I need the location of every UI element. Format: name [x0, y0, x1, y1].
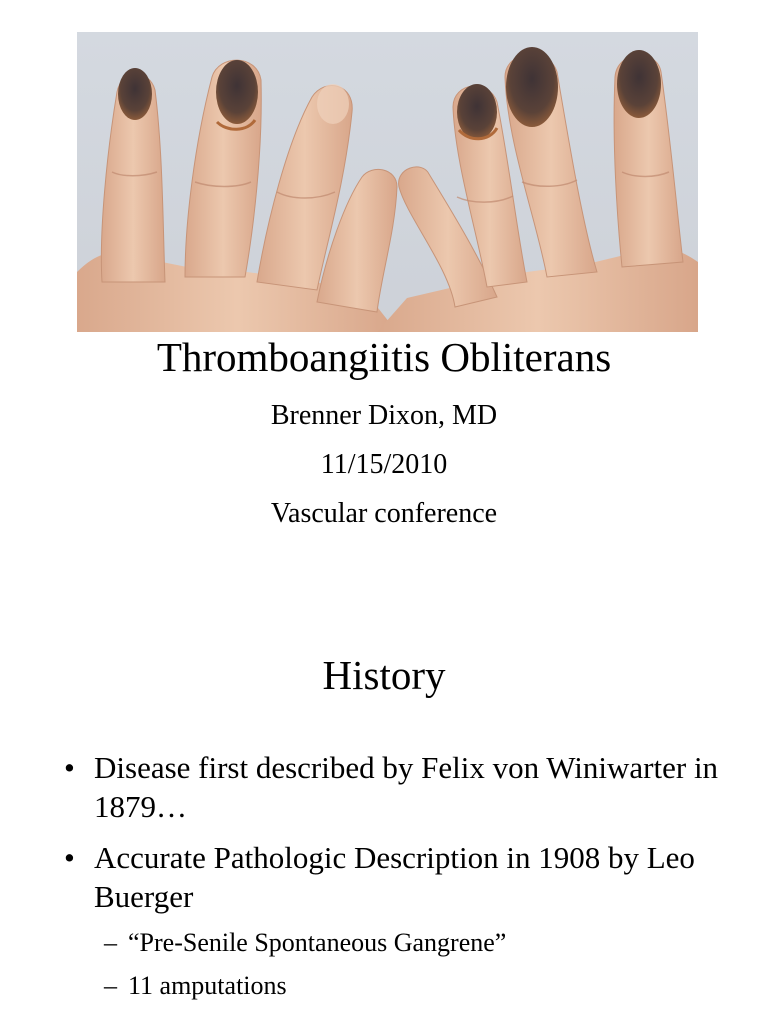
slide-title: Thromboangiitis Obliterans [156, 334, 612, 380]
subbullet-text: 11 amputations [128, 971, 287, 1000]
presentation-date: 11/15/2010 [320, 449, 448, 480]
bullet-marker: • [64, 840, 75, 875]
conference-name: Vascular conference [270, 498, 498, 529]
bullet-text: Accurate Pathologic Description in 1908 by Leo Buerger [94, 840, 695, 914]
subbullet-marker: – [104, 928, 117, 957]
bullet-marker: • [64, 750, 75, 785]
subbullet-marker: – [104, 971, 117, 1000]
subbullet-item [104, 970, 724, 1002]
history-slide [0, 560, 768, 1024]
bullet-item [64, 838, 724, 916]
bullet-item [64, 748, 724, 826]
bullet-text: Disease first described by Felix von Winiwarter in 1879… [94, 750, 719, 824]
slide-heading: History [322, 652, 446, 698]
author-name: Brenner Dixon, MD [270, 400, 498, 431]
subbullet-text: “Pre-Senile Spontaneous Gangrene” [128, 928, 507, 957]
subbullet-item [104, 927, 724, 959]
hands-photo [77, 32, 698, 332]
hands-photo-drawing [77, 32, 698, 332]
